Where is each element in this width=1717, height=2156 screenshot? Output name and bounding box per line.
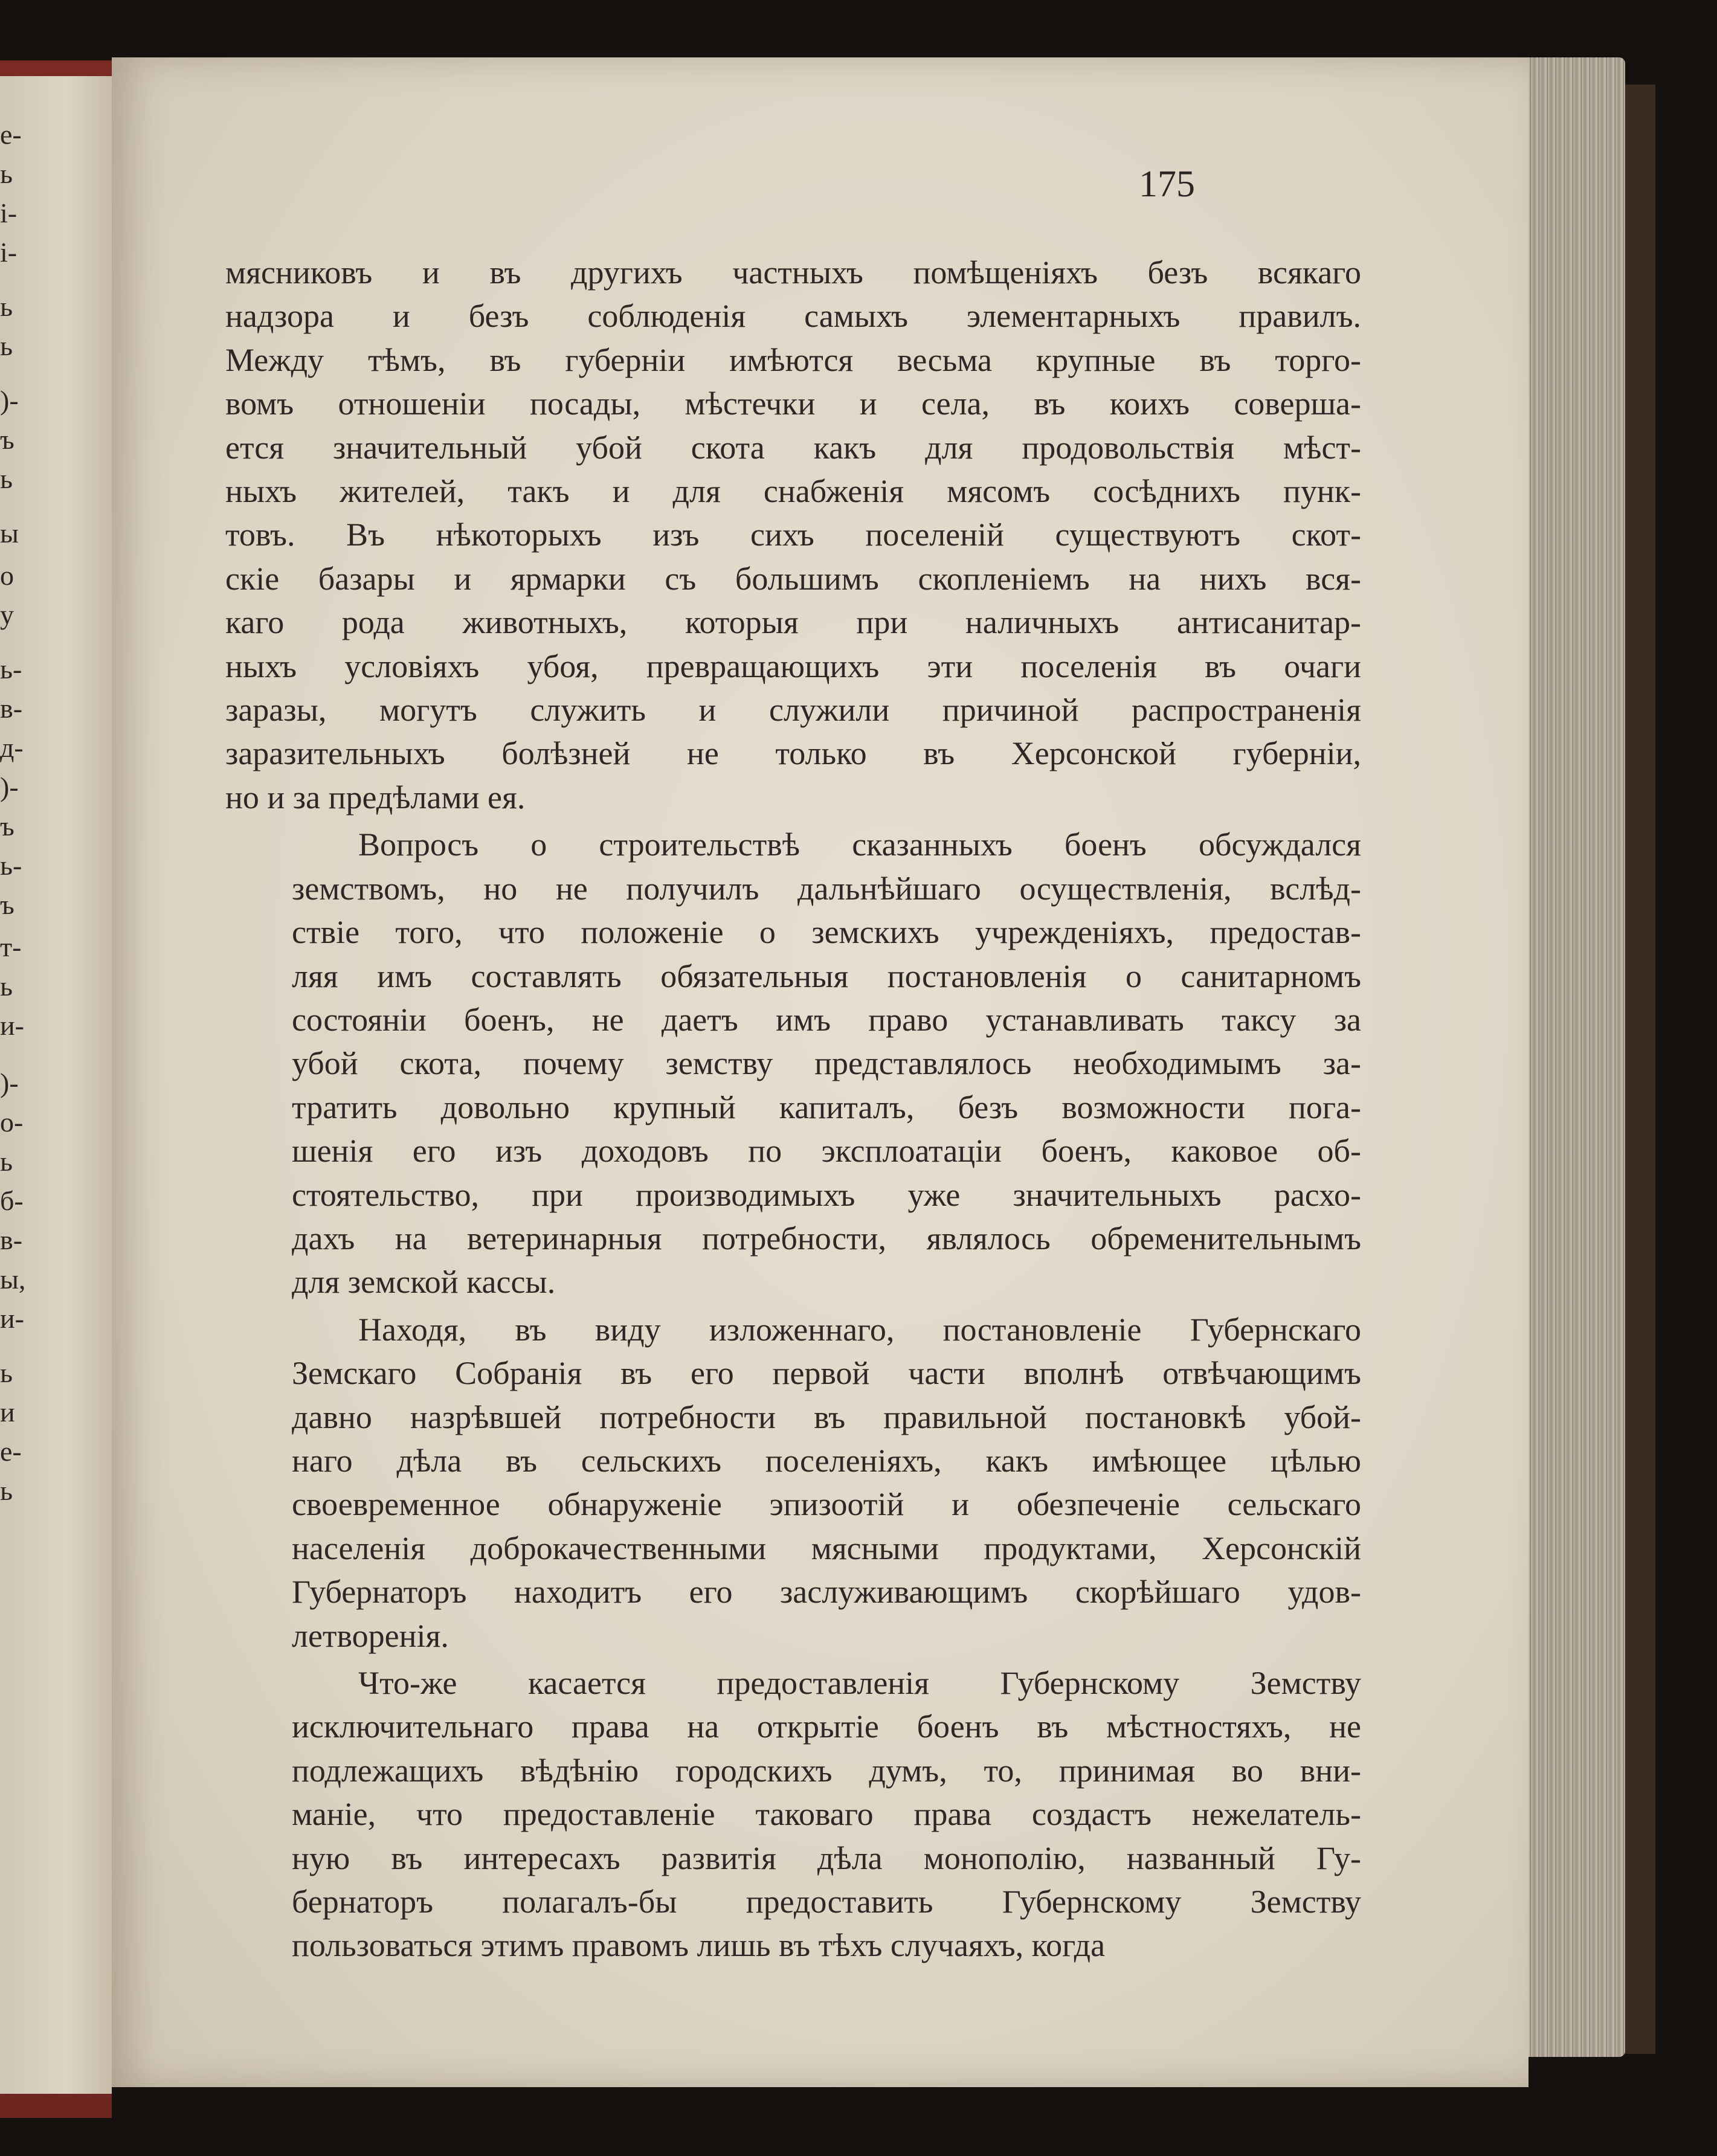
left-page-fragment: д- (0, 732, 24, 763)
text-line: давно назрѣвшей потребности въ правильной постановкѣ убой- (292, 1398, 1361, 1435)
text-line: тратить довольно крупный капиталъ, безъ возможности пога- (292, 1089, 1361, 1125)
text-line: бернаторъ полагалъ-бы предоставить Губернскому Земству (292, 1884, 1361, 1920)
left-page-fragment: )- (0, 385, 19, 416)
left-page-fragment: ъ (0, 811, 14, 841)
left-page-fragment: ы (0, 518, 19, 549)
left-page-fragment: ь- (0, 654, 22, 684)
left-page-fragment: ь (0, 463, 13, 494)
left-page-fragment: е- (0, 119, 22, 150)
left-page-fragment: ь- (0, 850, 22, 881)
text-line: дахъ на ветеринарныя потребности, являлось обременительнымъ (292, 1220, 1361, 1257)
left-page-fragment: е- (0, 1436, 22, 1467)
text-line: ется значительный убой скота какъ для продовольствія мѣст- (225, 429, 1361, 466)
left-page-fragment: ъ (0, 889, 14, 920)
left-page-fragment: і- (0, 198, 18, 228)
left-page-fragment: и- (0, 1303, 24, 1334)
left-page-fragment: и (0, 1397, 15, 1427)
text-line: населенія доброкачественными мясными продуктами, Херсонскій (292, 1530, 1361, 1566)
page-block-edge (1522, 57, 1625, 2057)
left-page-fragment: ъ (0, 424, 14, 455)
paragraph (225, 823, 1361, 1304)
left-page-fragment: о- (0, 1107, 24, 1138)
text-line: шенія его изъ доходовъ по эксплоатаціи боенъ, каковое об- (292, 1133, 1361, 1170)
text-line: ныхъ условіяхъ убоя, превращающихъ эти поселенія въ очаги (225, 648, 1361, 684)
left-page-fragment: у (0, 599, 14, 630)
left-page-fragment: ы, (0, 1264, 26, 1295)
text-line: надзора и безъ соблюденія самыхъ элементарныхъ правилъ. (225, 298, 1361, 335)
text-line: заразы, могутъ служить и служили причиной распространенія (225, 692, 1361, 729)
text-line: подлежащихъ вѣдѣнію городскихъ думъ, то, принимая во вни- (292, 1752, 1361, 1789)
left-page-fragment: и- (0, 1010, 24, 1041)
left-page-fragment: в- (0, 1224, 23, 1255)
text-line: земствомъ, но не получилъ дальнѣйшаго осуществленія, вслѣд- (292, 870, 1361, 907)
left-page-fragment: т- (0, 932, 22, 962)
text-line: Находя, въ виду изложеннаго, постановленіе Губернскаго (358, 1311, 1361, 1348)
text-line: ляя имъ составлять обязательныя постановленія о санитарномъ (292, 957, 1361, 994)
left-page-fragment: ь (0, 971, 13, 1002)
text-line: ную въ интересахъ развитія дѣла монополію, названный Гу- (292, 1839, 1361, 1876)
left-page-fragment: )- (0, 1067, 19, 1098)
text-line: летворенія. (292, 1617, 449, 1654)
text-line: стоятельство, при производимыхъ уже значительныхъ расхо- (292, 1176, 1361, 1213)
text-line: но и за предѣлами ея. (225, 779, 526, 816)
left-page-fragment: в- (0, 693, 23, 724)
left-page-fragment: і- (0, 237, 18, 268)
left-page-fragment: ь (0, 330, 13, 361)
left-page-fragment: )- (0, 771, 19, 802)
text-line: мясниковъ и въ другихъ частныхъ помѣщеніяхъ безъ всякаго (225, 254, 1361, 291)
left-page-fragment: ь (0, 158, 13, 189)
text-line: состояніи боенъ, не даетъ имъ право устанавливать таксу за (292, 1001, 1361, 1038)
text-line: исключительнаго права на открытіе боенъ въ мѣстностяхъ, не (292, 1708, 1361, 1745)
text-line: скіе базары и ярмарки съ большимъ скопленіемъ на нихъ вся- (225, 560, 1361, 597)
text-line: Между тѣмъ, въ губерніи имѣются весьма крупные въ торго- (225, 341, 1361, 378)
text-line: наго дѣла въ сельскихъ поселеніяхъ, какъ имѣющее цѣлью (292, 1442, 1361, 1479)
text-line: пользоваться этимъ правомъ лишь въ тѣхъ случаяхъ, когда (292, 1927, 1106, 1964)
left-page-fragment: ь (0, 1146, 13, 1177)
text-line: ствіе того, что положеніе о земскихъ учрежденіяхъ, предостав- (292, 914, 1361, 951)
page-number: 175 (1139, 164, 1195, 205)
text-line: Что-же касается предоставленія Губернскому Земству (358, 1665, 1361, 1701)
left-page-edge (0, 60, 112, 2118)
left-page-fragment: ь (0, 291, 13, 322)
text-line: товъ. Въ нѣкоторыхъ изъ сихъ поселеній существуютъ скот- (225, 516, 1361, 553)
paragraph (225, 251, 1361, 819)
book-page (112, 57, 1529, 2087)
text-line: заразительныхъ болѣзней не только въ Херсонской губерніи, (225, 735, 1361, 772)
text-line: своевременное обнаруженіе эпизоотій и обезпеченіе сельскаго (292, 1486, 1361, 1523)
text-line: Земскаго Собранія въ его первой части вполнѣ отвѣчающимъ (292, 1355, 1361, 1392)
body-text (225, 251, 1361, 1968)
paragraph (225, 1661, 1361, 1968)
text-line: маніе, что предоставленіе таковаго права создастъ нежелатель- (292, 1796, 1361, 1833)
text-line: для земской кассы. (292, 1264, 556, 1301)
paragraph (225, 1308, 1361, 1658)
left-page-fragment: о (0, 560, 14, 591)
text-line: Вопросъ о строительствѣ сказанныхъ боенъ обсуждался (358, 826, 1361, 863)
text-line: ныхъ жителей, такъ и для снабженія мясомъ сосѣднихъ пунк- (225, 473, 1361, 510)
text-line: каго рода животныхъ, которыя при наличныхъ антисанитар- (225, 604, 1361, 641)
text-line: вомъ отношеніи посады, мѣстечки и села, въ коихъ соверша- (225, 385, 1361, 422)
text-line: убой скота, почему земству представлялось необходимымъ за- (292, 1045, 1361, 1082)
left-page-fragment: ь (0, 1357, 13, 1388)
left-page-fragment: ь (0, 1475, 13, 1506)
text-line: Губернаторъ находитъ его заслуживающимъ скорѣйшаго удов- (292, 1574, 1361, 1611)
left-page-fragment: б- (0, 1185, 24, 1216)
